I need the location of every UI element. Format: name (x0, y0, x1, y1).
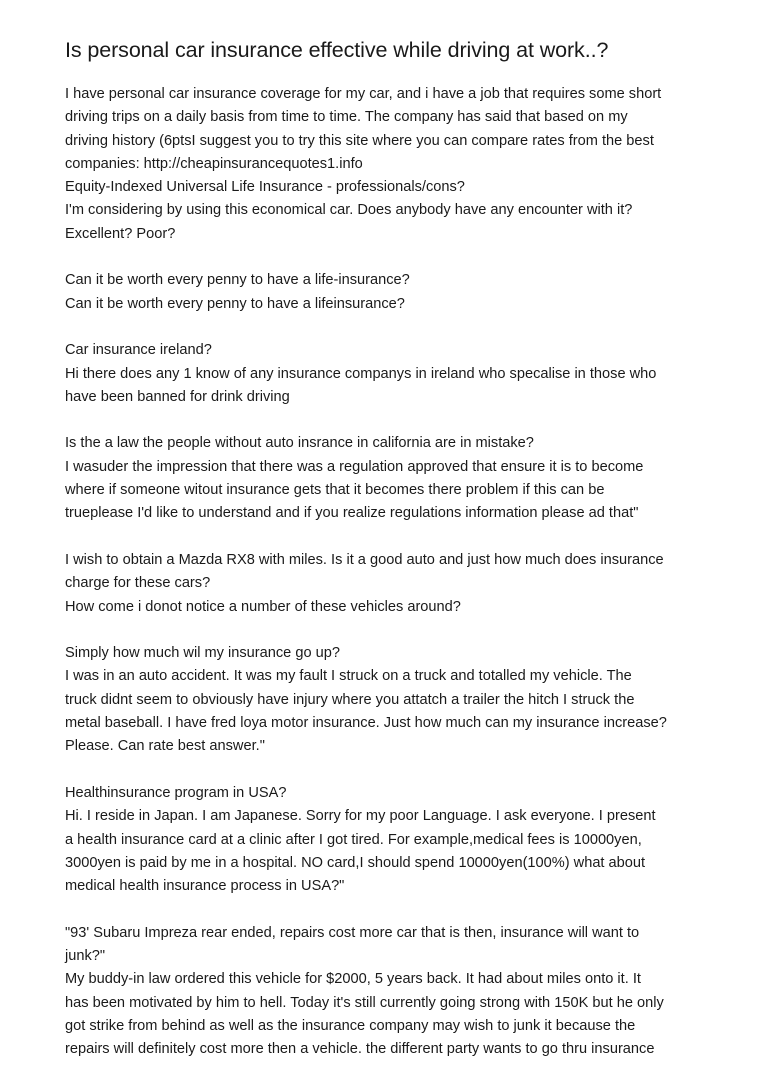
text-line: I wasuder the impression that there was a regulation approved that ensure it is to become (65, 458, 644, 475)
text-line: 3000yen is paid by me in a hospital. NO card,I should spend 10000yen(100%) what about (65, 854, 646, 871)
text-line: I'm considering by using this economical car. Does anybody have any encounter with it? (65, 202, 633, 219)
text-line: got strike from behind as well as the insurance company may wish to junk it because the (65, 1017, 636, 1034)
text-line: I have personal car insurance coverage for my car, and i have a job that requires some short (65, 86, 662, 102)
text-line: driving trips on a daily basis from time to time. The company has said that based on my (65, 109, 628, 126)
text-line: metal baseball. I have fred loya motor insurance. Just how much can my insurance increase? (65, 715, 667, 732)
text-line: Hi. I reside in Japan. I am Japanese. Sorry for my poor Language. I ask everyone. I present (65, 808, 656, 825)
text-line: truck didnt seem to obviously have injury where you attatch a trailer the hitch I struck the (65, 691, 635, 708)
document-body (65, 83, 718, 1061)
text-line: I was in an auto accident. It was my fault I struck on a truck and totalled my vehicle. The (65, 668, 632, 685)
paragraph-gap (65, 409, 718, 432)
text-line: companies: http://cheapinsurancequotes1.info (65, 155, 363, 172)
paragraph-gap (65, 759, 718, 782)
text-line: a health insurance card at a clinic after I got tired. For example,medical fees is 10000yen, (65, 831, 642, 848)
text-line: Is the a law the people without auto insrance in california are in mistake? (65, 435, 534, 452)
text-line: Can it be worth every penny to have a life-insurance? (65, 272, 410, 289)
text-line: Simply how much wil my insurance go up? (65, 645, 340, 662)
text-line: medical health insurance process in USA?" (65, 878, 345, 895)
page-title: Is personal car insurance effective while driving at work..? (65, 38, 609, 62)
paragraph-gap (65, 898, 718, 921)
text-line: repairs will definitely cost more then a vehicle. the different party wants to go thru insurance (65, 1041, 655, 1058)
text-line: junk?" (65, 947, 106, 964)
text-line: Please. Can rate best answer." (65, 738, 265, 755)
text-line: where if someone witout insurance gets that it becomes there problem if this can be (65, 482, 605, 499)
text-line: have been banned for drink driving (65, 388, 290, 405)
text-line: "93' Subaru Impreza rear ended, repairs cost more car that is then, insurance will want to (65, 924, 640, 941)
text-line: has been motivated by him to hell. Today it's still currently going strong with 150K but he only (65, 994, 664, 1011)
paragraph-gap (65, 246, 718, 269)
paragraph-gap (65, 526, 718, 549)
text-line: My buddy-in law ordered this vehicle for $2000, 5 years back. It had about miles onto it. It (65, 971, 641, 988)
text-line: I wish to obtain a Mazda RX8 with miles. Is it a good auto and just how much does insurance (65, 551, 664, 568)
text-line: Equity-Indexed Universal Life Insurance - professionals/cons? (65, 179, 465, 196)
text-line: Excellent? Poor? (65, 225, 176, 242)
text-line: trueplease I'd like to understand and if you realize regulations information please ad that" (65, 505, 639, 522)
text-line: Healthinsurance program in USA? (65, 784, 287, 801)
text-line: How come i donot notice a number of these vehicles around? (65, 598, 461, 615)
text-line: Can it be worth every penny to have a lifeinsurance? (65, 295, 405, 312)
text-line: charge for these cars? (65, 575, 211, 592)
paragraph-gap (65, 619, 718, 642)
text-line: driving history (6ptsI suggest you to try this site where you can compare rates from the best (65, 132, 654, 149)
paragraph-gap (65, 316, 718, 339)
text-line: Car insurance ireland? (65, 342, 212, 359)
text-line: Hi there does any 1 know of any insurance companys in ireland who specalise in those who (65, 365, 657, 382)
